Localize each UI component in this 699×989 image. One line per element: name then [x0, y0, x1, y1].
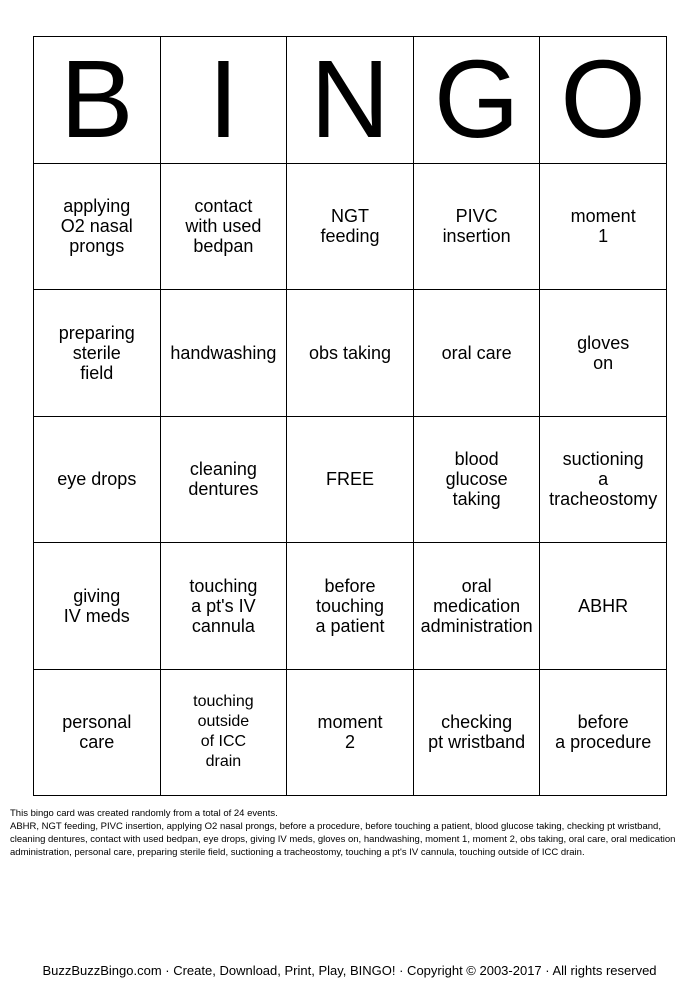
- header-letter-o: O: [540, 37, 667, 164]
- bingo-square: ABHR: [540, 543, 667, 670]
- bingo-square: touching outside of ICC drain: [161, 670, 288, 797]
- bingo-square: suctioning a tracheostomy: [540, 417, 667, 544]
- card-footnote: [10, 807, 690, 859]
- bingo-square: obs taking: [287, 290, 414, 417]
- bingo-card: [33, 36, 667, 796]
- bingo-square: preparing sterile field: [34, 290, 161, 417]
- bingo-square: handwashing: [161, 290, 288, 417]
- bingo-square: moment 1: [540, 164, 667, 291]
- bingo-square: applying O2 nasal prongs: [34, 164, 161, 291]
- bingo-square: touching a pt's IV cannula: [161, 543, 288, 670]
- free-square: FREE: [287, 417, 414, 544]
- bingo-square: cleaning dentures: [161, 417, 288, 544]
- header-letter-b: B: [34, 37, 161, 164]
- footnote-summary: This bingo card was created randomly from a total of 24 events.: [10, 808, 278, 819]
- footnote-event-list: ABHR, NGT feeding, PIVC insertion, applying O2 nasal prongs, before a procedure, before touching a patient, blood glucose taking, checking pt wristband, cleaning dentures, contact with used bedpan, eye drops, giving IV meds, gloves on, handwashing, moment 1, moment 2, obs taking, oral care, oral medication administration, personal care, preparing sterile field, suctioning a tracheostomy, touching a pt's IV cannula, touching outside of ICC drain.: [10, 821, 676, 858]
- bingo-square: oral medication administration: [414, 543, 541, 670]
- bingo-square: eye drops: [34, 417, 161, 544]
- bingo-square: before touching a patient: [287, 543, 414, 670]
- bingo-square: checking pt wristband: [414, 670, 541, 797]
- bingo-square: gloves on: [540, 290, 667, 417]
- site-footer: BuzzBuzzBingo.com · Create, Download, Print, Play, BINGO! · Copyright © 2003-2017 · All rights reserved: [42, 963, 657, 978]
- header-letter-n: N: [287, 37, 414, 164]
- bingo-square: contact with used bedpan: [161, 164, 288, 291]
- bingo-square: oral care: [414, 290, 541, 417]
- header-letter-i: I: [161, 37, 288, 164]
- bingo-square: PIVC insertion: [414, 164, 541, 291]
- bingo-square: giving IV meds: [34, 543, 161, 670]
- bingo-square: moment 2: [287, 670, 414, 797]
- bingo-square: blood glucose taking: [414, 417, 541, 544]
- bingo-square: personal care: [34, 670, 161, 797]
- bingo-square: before a procedure: [540, 670, 667, 797]
- bingo-square: NGT feeding: [287, 164, 414, 291]
- header-letter-g: G: [414, 37, 541, 164]
